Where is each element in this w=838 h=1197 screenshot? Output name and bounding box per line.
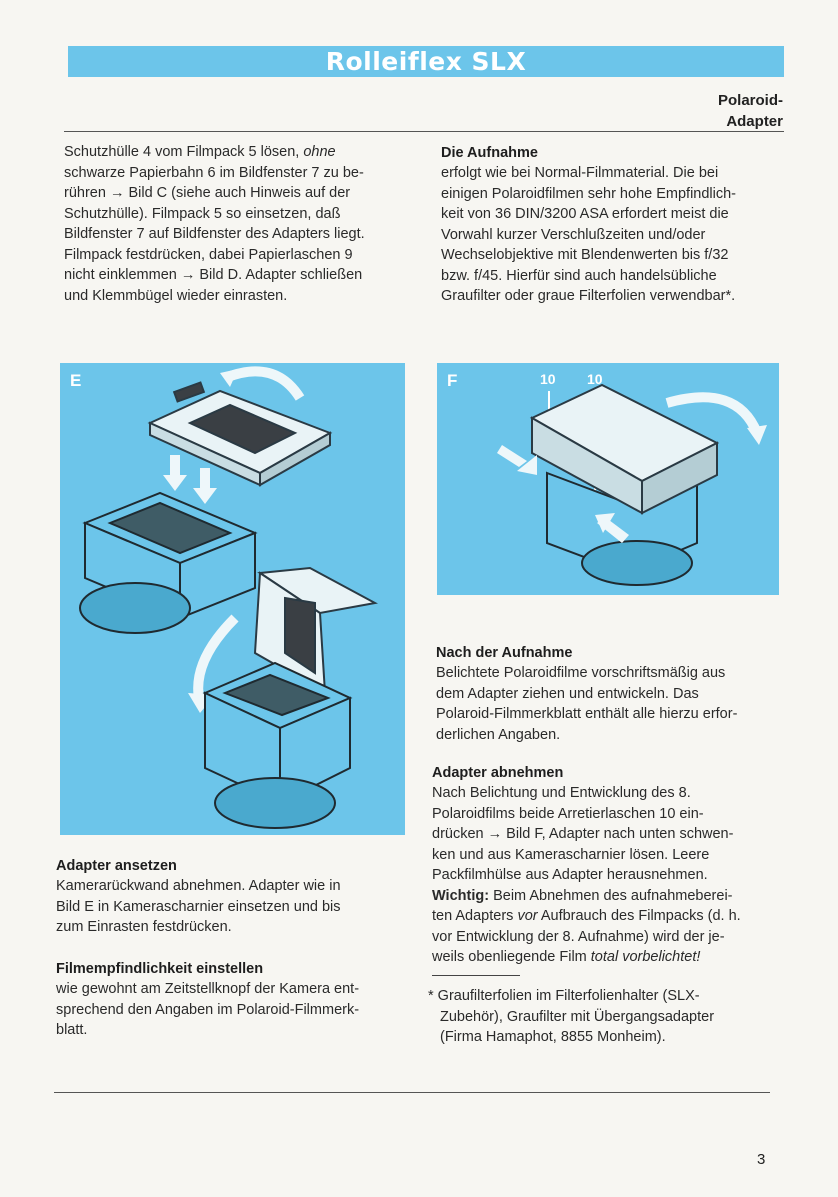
footnote-rule	[432, 975, 520, 976]
brand-logo-text: Rolleiflex SLX	[325, 47, 527, 76]
footnote-line: Zubehör), Graufilter mit Übergangsadapter	[440, 1008, 715, 1025]
intro-line: Filmpack festdrücken, dabei Papierlaschen 9	[64, 246, 353, 263]
abnehmen-line: drücken → Bild F, Adapter nach unten schwen-	[432, 826, 734, 842]
italic-vor: vor	[517, 908, 538, 924]
callout-10-a: 10	[540, 371, 556, 387]
callout-10-b: 10	[587, 371, 603, 387]
intro-line: schwarze Papierbahn 6 im Bildfenster 7 zu be-	[64, 164, 364, 181]
footnote-line: * Graufilterfolien im Filterfolienhalter (SLX-	[428, 988, 700, 1004]
aufnahme-line: Wechselobjektive mit Blendenwerten bis f/32	[441, 247, 729, 263]
adapter-abnehmen-section	[432, 763, 782, 968]
wichtig-line: weils obenliegende Film total vorbelichtet!	[432, 949, 701, 965]
filmempfindlichkeit-line: wie gewohnt am Zeitstellknopf der Kamera ent-	[56, 981, 360, 997]
nach-aufnahme-line: dem Adapter ziehen und entwickeln. Das	[436, 685, 699, 702]
nach-aufnahme-heading: Nach der Aufnahme	[436, 645, 573, 661]
filmempfindlichkeit-section	[56, 959, 401, 1041]
arrow-curved-icon	[225, 371, 300, 398]
section-label	[718, 90, 783, 132]
footnote-line: (Firma Hamaphot, 8855 Monheim).	[440, 1029, 666, 1045]
section-label-line1: Polaroid-	[717, 92, 783, 109]
figure-f-label: F	[447, 371, 458, 390]
figure-f-illustration	[437, 363, 779, 595]
intro-line: und Klemmbügel wieder einrasten.	[64, 287, 288, 304]
intro-paragraph	[64, 142, 414, 306]
footer-rule	[54, 1092, 770, 1093]
figure-e	[60, 363, 405, 835]
page-number: 3	[757, 1151, 766, 1168]
adapter-ansetzen-heading: Adapter ansetzen	[56, 858, 177, 874]
abnehmen-line: Nach Belichtung und Entwicklung des 8.	[432, 785, 691, 801]
intro-line: Schutzhülle 4 vom Filmpack 5 lösen, ohne	[64, 144, 336, 160]
filmempfindlichkeit-heading: Filmempfindlichkeit einstellen	[56, 961, 264, 977]
aufnahme-line: bzw. f/45. Hierfür sind auch handelsübliche	[441, 267, 717, 284]
wichtig-line: vor Entwicklung der 8. Aufnahme) wird der je-	[432, 928, 725, 945]
aufnahme-section	[441, 143, 786, 307]
nach-aufnahme-line: Belichtete Polaroidfilme vorschriftsmäßig aus	[436, 665, 726, 681]
intro-line: Schutzhülle). Filmpack 5 so einsetzen, daß	[64, 205, 341, 222]
adapter-ansetzen-section	[56, 856, 401, 938]
nach-aufnahme-line: Polaroid-Filmmerkblatt enthält alle hierzu erfor-	[436, 706, 738, 722]
brand-banner	[68, 46, 784, 77]
adapter-abnehmen-heading: Adapter abnehmen	[432, 765, 564, 781]
aufnahme-line: erfolgt wie bei Normal-Filmmaterial. Die bei	[441, 165, 719, 181]
aufnahme-line: keit von 36 DIN/3200 ASA erfordert meist die	[441, 206, 729, 222]
nach-aufnahme-line: derlichen Angaben.	[436, 726, 561, 743]
figure-e-label: E	[70, 371, 82, 390]
wichtig-label: Wichtig:	[432, 887, 490, 904]
figure-e-illustration	[60, 363, 405, 835]
aufnahme-line: einigen Polaroidfilmen sehr hohe Empfindlich-	[441, 185, 736, 202]
aufnahme-heading: Die Aufnahme	[441, 145, 538, 161]
filmempfindlichkeit-line: blatt.	[56, 1022, 88, 1038]
abnehmen-line: ken und aus Kamerascharnier lösen. Leere	[432, 846, 710, 863]
ansetzen-line: Kamerarückwand abnehmen. Adapter wie in	[56, 878, 341, 894]
footnote	[428, 986, 778, 1048]
italic-ohne: ohne	[303, 144, 336, 160]
wichtig-line: ten Adapters vor Aufbrauch des Filmpacks (d. h.	[432, 908, 741, 924]
section-label-line2: Adapter	[726, 113, 783, 130]
ansetzen-line: zum Einrasten festdrücken.	[56, 919, 232, 935]
wichtig-line: Wichtig: Beim Abnehmen des aufnahmeberei-	[432, 887, 733, 904]
camera-body-icon	[80, 493, 255, 633]
italic-total-vorbelichtet: total vorbelichtet!	[590, 949, 701, 965]
intro-line: Bildfenster 7 auf Bildfenster des Adapters liegt.	[64, 226, 365, 242]
nach-aufnahme-section	[436, 643, 781, 745]
filmempfindlichkeit-line: sprechend den Angaben im Polaroid-Filmmerk-	[56, 1001, 360, 1018]
ansetzen-line: Bild E in Kamerascharnier einsetzen und bis	[56, 898, 341, 915]
aufnahme-line: Graufilter oder graue Filterfolien verwendbar*.	[441, 288, 736, 304]
intro-line: rühren → Bild C (siehe auch Hinweis auf der	[64, 185, 351, 201]
intro-line: nicht einklemmen → Bild D. Adapter schließen	[64, 267, 363, 283]
aufnahme-line: Vorwahl kurzer Verschlußzeiten und/oder	[441, 226, 706, 243]
camera-body-icon	[205, 663, 350, 828]
abnehmen-line: Polaroidfilms beide Arretierlaschen 10 ein-	[432, 805, 704, 822]
header-rule	[64, 131, 784, 132]
abnehmen-line: Packfilmhülse aus Adapter herausnehmen.	[432, 867, 708, 883]
figure-f	[437, 363, 779, 595]
